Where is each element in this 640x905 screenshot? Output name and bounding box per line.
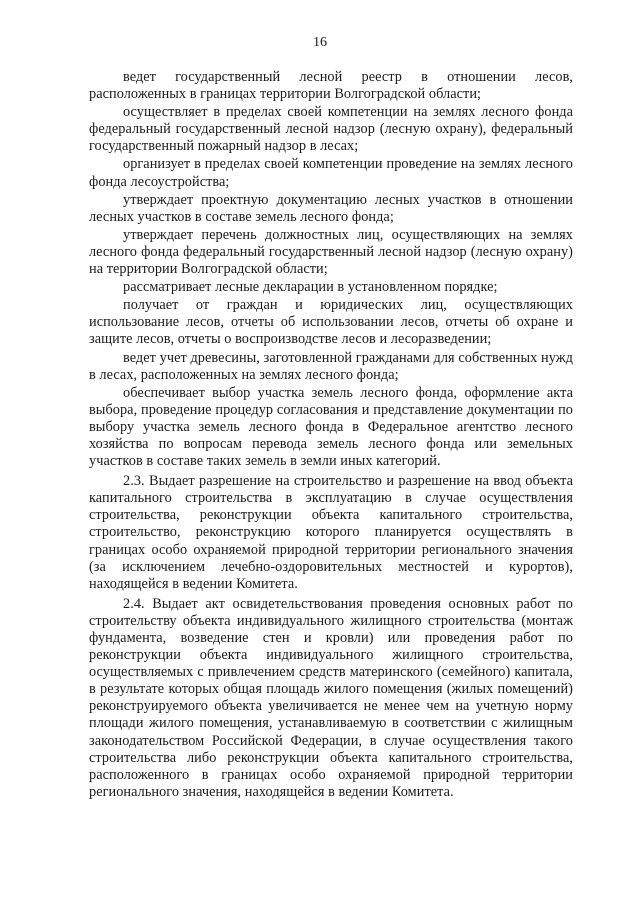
paragraph-forest-reports: получает от граждан и юридических лиц, осуществляющих использование лесов, отчеты об использовании лесов, отчеты об охране и защите лесов, отчеты о воспроизводстве лесов и лесоразведении; [89,297,573,348]
page-number: 16 [313,35,327,50]
paragraph-timber-accounting: ведет учет древесины, заготовленной гражданами для собственных нужд в лесах, расположенных на землях лесного фонда; [89,349,573,383]
paragraph-official-list: утверждает перечень должностных лиц, осуществляющих на землях лесного фонда федеральный государственный лесной надзор (лесную охрану) на территории Волгоградской области; [89,226,573,278]
paragraph-2-4-inspection-act: 2.4. Выдает акт освидетельствования проведения основных работ по строительству объекта индивидуального жилищного строительства (монтаж фундамента, возведение стен и кровли) или проведения работ по реконструкции объекта индивидуального жилищного строительства, осуществляемых с привлечением средств материнского (семейного) капитала, в результате которых общая площадь жилого помещения (жилых помещений) реконструируемого объекта увеличивается не менее чем на учетную норму площади жилого помещения, устанавливаемую в соответствии с жилищным законодательством Российской Федерации, в случае осуществления такого строительства либо реконструкции объекта капитального строительства, расположенного в границах особо охраняемой природной территории регионального значения, находящейся в ведении Комитета. [89,595,573,800]
document-body [89,69,573,802]
paragraph-forest-declarations: рассматривает лесные декларации в установленном порядке; [123,279,498,296]
paragraph-land-selection: обеспечивает выбор участка земель лесного фонда, оформление акта выбора, проведение процедур согласования и представление документации по выбору участка земель лесного фонда в Федеральное агентство лесного хозяйства по вопросам перевода земель лесного фонда или земельных участков в составе таких земель в земли иных категорий. [89,384,573,470]
paragraph-forest-registry: ведет государственный лесной реестр в отношении лесов, расположенных в границах территории Волгоградской области; [89,69,573,103]
paragraph-project-documentation: утверждает проектную документацию лесных участков в отношении лесных участков в составе земель лесного фонда; [89,191,573,225]
paragraph-2-3-construction-permit: 2.3. Выдает разрешение на строительство и разрешение на ввод объекта капитального строительства в эксплуатацию в случае осуществления строительства, реконструкции объекта капитального строительства, строительство, реконструкцию которого планируется осуществлять в границах особо охраняемой природной территории регионального значения (за исключением лечебно-оздоровительных местностей и курортов), находящейся в ведении Комитета. [89,473,573,592]
paragraph-forest-supervision: осуществляет в пределах своей компетенции на землях лесного фонда федеральный государственный лесной надзор (лесную охрану), федеральный государственный пожарный надзор в лесах; [89,104,573,155]
paragraph-forest-management: организует в пределах своей компетенции проведение на землях лесного фонда лесоустройства; [89,156,573,190]
